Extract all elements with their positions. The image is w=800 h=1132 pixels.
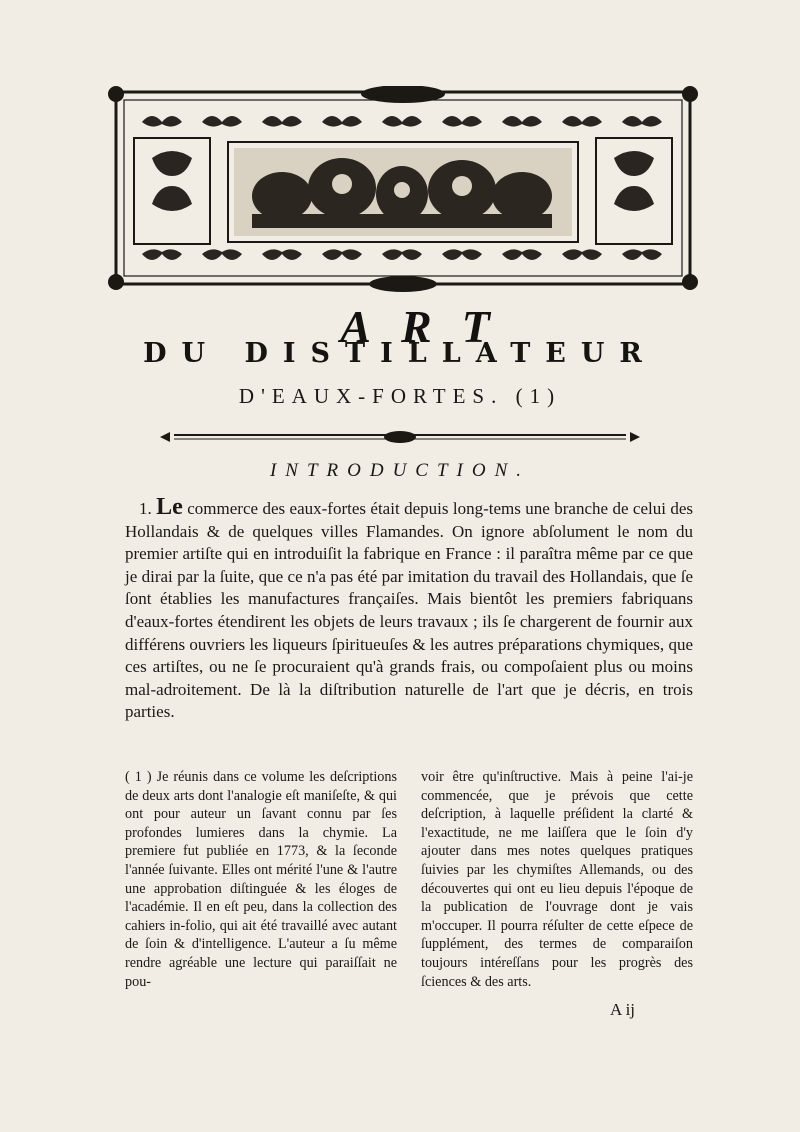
title-art: ART <box>340 301 520 352</box>
introduction-heading: INTRODUCTION. <box>269 460 531 481</box>
drop-initial: Le <box>156 494 183 520</box>
title-du-distillateur: DU DISTILLATEUR <box>143 338 657 369</box>
ornamental-divider <box>160 430 640 444</box>
ornamental-headpiece <box>102 86 704 296</box>
paragraph-number: 1. <box>139 499 152 518</box>
title-eaux-fortes: D'EAUX-FORTES. (1) <box>238 384 562 408</box>
body-paragraph <box>125 496 693 724</box>
paragraph-text: commerce des eaux-fortes était depuis long-tems une branche de celui des Hollandais & de quelques villes Flamandes. On ignore abſolument le nom du premier artiſte qui en introduiſit la fabrique en France : il paraîtra même par ce que je dirai par la ſuite, que ce n'a pas été par imitation du travail des Hollandais, que ſe ſont établies les manufactures françaiſes. Mais bientôt les premiers fabriquans d'eaux-fortes étendirent les objets de leurs travaux ; ils ſe chargerent de fournir aux différens ouvriers les liqueurs ſpiritueuſes & les autres préparations chymiques, que ces artiſtes, ou ne ſe procuraient qu'à grands frais, ou compoſaient plus ou moins mal-adroitement. De là la diſtribution naturelle de l'art que je décris, en trois parties. <box>125 499 694 722</box>
footnote-right-column: voir être qu'inſtructive. Mais à peine l'ai-je commencée, que je prévois que cette deſcription, à laquelle préſident la clarté & l'exactitude, ne me laiſſera que le ſoin d'y ajouter dans mes notes quelques pratiques ſuivies par les chymiſtes Allemands, ou des découvertes qui ont eu lieu depuis l'époque de la publication de l'ouvrage dont je vais m'occuper. Il pourra réſulter de cette eſpece de ſupplément, des termes de comparaiſon toujours intéreſſans pour les progrès des ſciences & des arts. <box>421 769 693 990</box>
footnote-left-column: ( 1 ) Je réunis dans ce volume les deſcriptions de deux arts dont l'analogie eſt maniſeſte, & qui ont pour auteur un ſavant connu par ſes profondes lumieres dans la chymie. La premiere fut publiée en 1773, & la ſeconde l'année ſuivante. Elles ont mérité l'une & l'autre une approbation diſtinguée & les éloges de l'académie. Il en eſt peu, dans la collection des cahiers in-folio, qui ait été travaillé avec autant de ſoin & d'intelligence. L'auteur a ſu même rendre agréable une lecture qui paraiſſait ne pou- <box>125 769 397 990</box>
signature-mark: A ij <box>610 1000 636 1019</box>
